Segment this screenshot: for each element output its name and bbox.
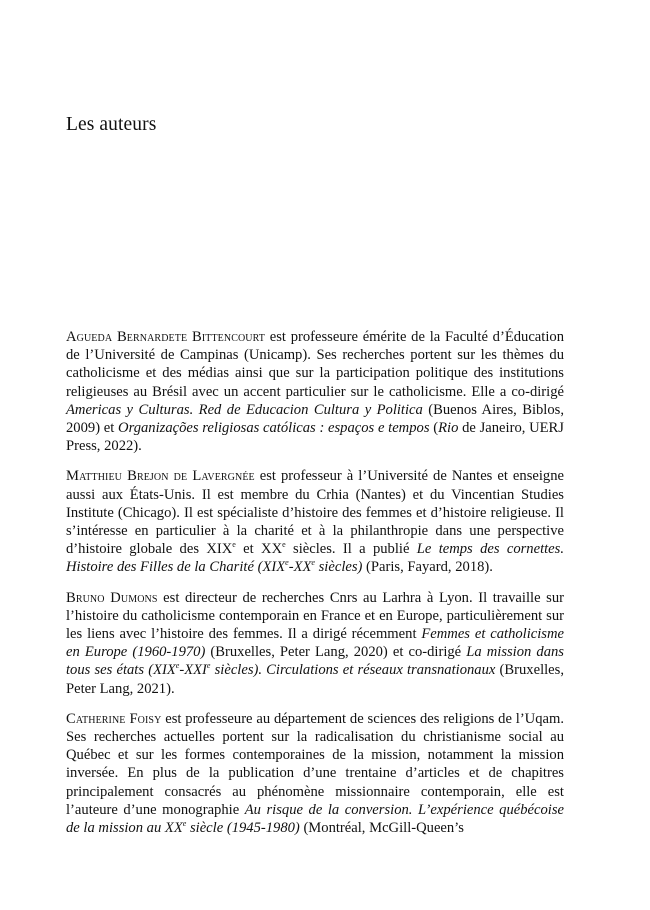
bio-text: et XX bbox=[235, 541, 283, 558]
bio-text: est professeur à l’Université de Nantes et enseigne aussi aux États-Unis. Il est membre du Crhia (Nantes) et du Vincentian Studies Institute (Chicago). Il est spécialiste d’histoire des femmes et d’histoire religieuse. Il s’intéresse en particulier à la charité et à la philanthropie dans une perspective d’histoire globale des XIX bbox=[66, 468, 564, 558]
author-bio bbox=[66, 328, 564, 455]
book-title-text: Organizações religiosas católicas : espaços e tempos bbox=[118, 420, 430, 437]
page-title: Les auteurs bbox=[66, 114, 157, 135]
bio-text: e bbox=[232, 540, 236, 550]
bio-text: (Bruxelles, Peter Lang, 2021). bbox=[66, 662, 564, 697]
bio-text: e bbox=[282, 540, 286, 550]
book-title-text: Le temps des cornettes. Histoire des Filles de la Charité (XIX bbox=[66, 541, 564, 576]
book-title-text: e bbox=[311, 558, 315, 568]
author-name: Agueda Bernardete Bittencourt bbox=[66, 329, 265, 345]
book-title-text: e bbox=[285, 558, 289, 568]
author-name: Catherine Foisy bbox=[66, 710, 162, 727]
book-title-text: e bbox=[175, 661, 180, 671]
book-title-text: e bbox=[206, 661, 211, 671]
bio-text: (Montréal, McGill-Queen’s bbox=[299, 820, 464, 837]
book-title-text: Femmes et catholicisme en Europe (1960-1970) bbox=[66, 626, 564, 661]
book-title-text: Au risque de la conversion. L’expérience québécoise de la mission au XX bbox=[66, 801, 564, 837]
book-title-text: Rio bbox=[438, 420, 459, 437]
bio-text: (Buenos Aires, Biblos, 2009) et bbox=[66, 401, 564, 437]
bio-text: de Janeiro, UERJ Press, 2022). bbox=[66, 420, 564, 455]
book-title-text: siècle (1945-1980) bbox=[186, 820, 300, 837]
book-title-text: Americas y Culturas. Red de Educacion Cultura y Politica bbox=[66, 401, 423, 418]
bio-text: (Paris, Fayard, 2018). bbox=[362, 559, 493, 576]
author-name: Bruno Dumons bbox=[66, 589, 158, 606]
book-title-text: siècles). Circulations et réseaux transnationaux bbox=[210, 662, 496, 679]
author-name: Matthieu Brejon de Lavergnée bbox=[66, 468, 255, 485]
book-title-text: e bbox=[182, 819, 187, 829]
book-title-text: siècles) bbox=[314, 559, 363, 576]
bio-text: est professeure émérite de la Faculté d’Éducation de l’Université de Campinas (Unicamp). Ses recherches portent sur les thèmes du catholicisme et des médias ainsi que sur la participation politique des institutions religieuses au Brésil avec un accent particulier sur le catholicisme. Elle a co-dirigé bbox=[66, 329, 564, 400]
bio-text: siècles. Il a publié bbox=[285, 541, 417, 558]
bio-text: est professeure au département de sciences des religions de l’Uqam. Ses recherches actuelles portent sur la radicalisation du christianisme social au Québec et sur les formes contemporaines de la mission, notamment la mission inversée. En plus de la publication d’une trentaine d’articles et de chapitres principalement consacrés au phénomène missionnaire contemporain, elle est l’auteure d’une monographie bbox=[66, 710, 564, 818]
book-title-text: -XXI bbox=[179, 662, 207, 679]
bio-text: ( bbox=[429, 420, 439, 437]
author-bio bbox=[66, 589, 564, 698]
bio-text: (Bruxelles, Peter Lang, 2020) et co-dirigé bbox=[205, 644, 467, 661]
author-bio bbox=[66, 467, 564, 576]
book-title-text: La mission dans tous ses états (XIX bbox=[66, 644, 564, 679]
book-title-text: -XX bbox=[288, 559, 312, 576]
author-bio bbox=[66, 710, 564, 837]
author-bios bbox=[66, 328, 564, 849]
bio-text: est directeur de recherches Cnrs au Larhra à Lyon. Il travaille sur l’histoire du catholicisme contemporain en France et en Europe, particulièrement sur les liens avec l’histoire des femmes. Il a dirigé récemment bbox=[66, 589, 564, 643]
